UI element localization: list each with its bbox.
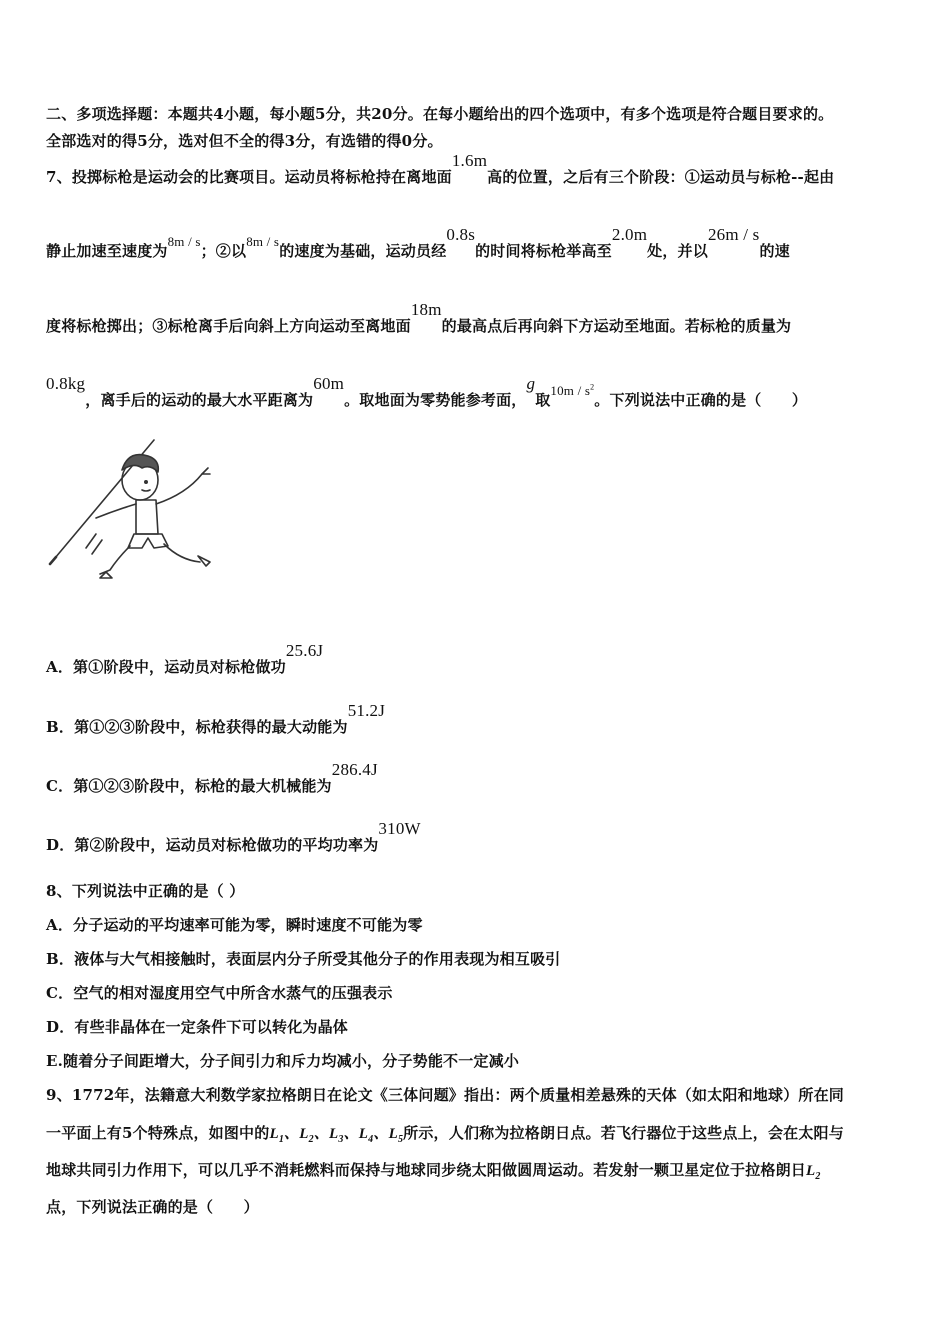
q7-option-c[interactable] — [46, 760, 378, 796]
option-c-value: 286.4J — [331, 760, 378, 779]
q7-text: 度将标枪掷出；③标枪离手后向斜上方向运动至离地面 — [46, 317, 411, 335]
q7-height-2: 2.0m — [611, 225, 648, 244]
q7-text: 的时间将标枪举高至 — [475, 242, 612, 260]
q7-height-1: 1.6m — [451, 151, 488, 170]
q9-line2 — [46, 1122, 844, 1145]
q9-text: 所示，人们称为拉格朗日点。若飞行器位于这些点上，会在太阳与 — [403, 1124, 844, 1142]
q7-text: ，离手后的运动的最大水平距离为 — [85, 391, 314, 409]
lagrange-points: $L_1$、$L_2$、$L_3$、$L_4$、$L_5$ — [269, 1126, 404, 1145]
q7-option-d[interactable] — [46, 819, 421, 855]
q7-option-b[interactable] — [46, 701, 386, 737]
option-c-text: C．第①②③阶段中，标枪的最大机械能为 — [46, 777, 332, 795]
q7-text: 处，并以 — [647, 242, 708, 260]
q7-height-3: 18m — [410, 300, 442, 319]
q9-line3 — [46, 1159, 821, 1182]
q8-option-d[interactable]: D．有些非晶体在一定条件下可以转化为晶体 — [46, 1018, 349, 1036]
q8-option-e[interactable]: E.随着分子间距增大，分子间引力和斥力均减小，分子势能不一定减小 — [46, 1052, 520, 1070]
lagrange-point-l2: $L_2$ — [806, 1163, 821, 1182]
q7-option-a[interactable] — [46, 641, 324, 677]
q7-line4 — [46, 374, 808, 410]
option-b-value: 51.2J — [347, 701, 386, 720]
q7-distance: 60m — [313, 374, 345, 393]
q9-text: 一平面上有5个特殊点，如图中的 — [46, 1124, 270, 1142]
q7-mass: 0.8kg — [46, 374, 86, 393]
q7-velocity-1: 8m / s — [167, 234, 201, 249]
option-a-text: A．第①阶段中，运动员对标枪做功 — [46, 658, 286, 676]
q7-line2 — [46, 225, 790, 261]
section-header-line1: 二、多项选择题：本题共4小题，每小题5分，共20分。在每小题给出的四个选项中，有多个选项是符合题目要求的。 — [46, 105, 834, 123]
q7-text: 7、投掷标枪是运动会的比赛项目。运动员将标枪持在离地面 — [46, 168, 452, 186]
q7-text: 高的位置，之后有三个阶段：①运动员与标枪--起由 — [487, 168, 835, 186]
option-a-value: 25.6J — [285, 641, 324, 660]
q8-option-a[interactable]: A．分子运动的平均速率可能为零，瞬时速度不可能为零 — [46, 916, 423, 934]
option-b-text: B．第①②③阶段中，标枪获得的最大动能为 — [46, 718, 348, 736]
q7-line3 — [46, 300, 792, 336]
javelin-thrower-illustration — [46, 438, 216, 588]
q8-option-c[interactable]: C．空气的相对湿度用空气中所含水蒸气的压强表示 — [46, 984, 393, 1002]
q9-line4: 点，下列说法正确的是（ ） — [46, 1198, 259, 1216]
q7-text: 的速度为基础，运动员经 — [279, 242, 447, 260]
q7-text: 。取地面为零势能参考面， — [344, 391, 527, 409]
q8-option-b[interactable]: B．液体与大气相接触时，表面层内分子所受其他分子的作用表现为相互吸引 — [46, 950, 561, 968]
option-d-value: 310W — [378, 819, 421, 838]
q7-text: 静止加速至速度为 — [46, 242, 168, 260]
option-d-text: D．第②阶段中，运动员对标枪做功的平均功率为 — [46, 836, 379, 854]
q7-velocity-3: 26m / s — [707, 225, 760, 244]
q7-text: 取 — [535, 391, 551, 409]
q7-text: ；②以 — [200, 242, 247, 260]
q7-g-value: $10m / s^2$ — [550, 382, 595, 398]
q7-text: 。下列说法中正确的是（ ） — [594, 391, 808, 409]
q9-text: 地球共同引力作用下，可以几乎不消耗燃料而保持与地球同步绕太阳做圆周运动。若发射一颗卫星定位于拉格朗日 — [46, 1161, 807, 1179]
section-header-line2: 全部选对的得5分，选对但不全的得3分，有选错的得0分。 — [46, 132, 443, 150]
q7-text: 的最高点后再向斜下方运动至地面。若标枪的质量为 — [441, 317, 792, 335]
q7-text: 的速 — [759, 242, 790, 260]
q7-time: 0.8s — [446, 225, 476, 244]
q7-velocity-2: 8m / s — [246, 234, 280, 249]
q7-line1 — [46, 151, 835, 187]
q7-g-symbol: g — [526, 374, 536, 393]
q8-stem: 8、下列说法中正确的是（ ） — [46, 882, 245, 900]
q9-line1: 9、1772年，法籍意大利数学家拉格朗日在论文《三体问题》指出：两个质量相差悬殊的天体（如太阳和地球）所在同 — [46, 1086, 844, 1104]
